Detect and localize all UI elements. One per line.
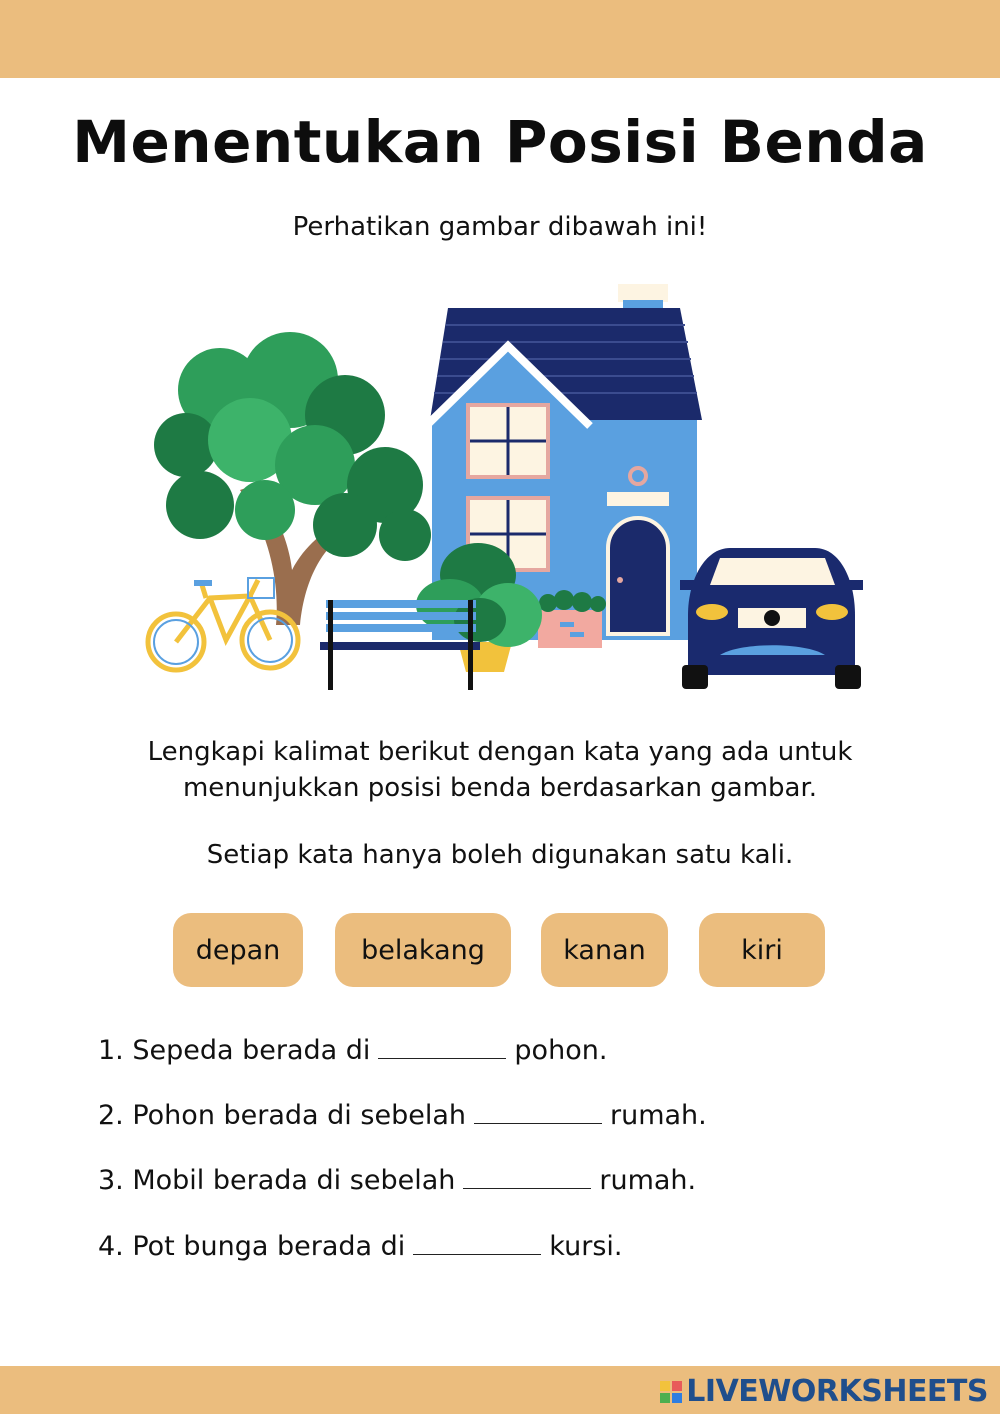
question-1-end: pohon. <box>514 1035 608 1066</box>
answer-blank-4[interactable] <box>413 1228 541 1255</box>
bench <box>320 600 480 690</box>
question-1-text: 1. Sepeda berada di <box>98 1035 371 1066</box>
word-option-belakang[interactable]: belakang <box>335 913 511 987</box>
instructions <box>100 734 900 806</box>
brand-logo <box>660 1374 988 1409</box>
bike-seat <box>194 580 212 586</box>
tree-canopy <box>154 332 431 561</box>
question-2 <box>98 1097 707 1131</box>
house-door <box>608 518 668 634</box>
question-3-end: rumah. <box>599 1165 697 1196</box>
instruction-line-1: Lengkapi kalimat berikut dengan kata yang ada untuk <box>147 737 853 767</box>
liveworksheets-icon <box>660 1381 682 1403</box>
question-1 <box>98 1032 607 1066</box>
bicycle <box>148 580 298 670</box>
word-option-kanan[interactable]: kanan <box>541 913 668 987</box>
chimney <box>618 284 668 302</box>
word-option-depan[interactable]: depan <box>173 913 303 987</box>
brand-text: LIVEWORKSHEETS <box>686 1374 988 1409</box>
car <box>680 548 863 689</box>
answer-blank-1[interactable] <box>378 1032 506 1059</box>
word-option-kiri[interactable]: kiri <box>699 913 825 987</box>
top-band <box>0 0 1000 78</box>
planter-box <box>538 610 602 648</box>
window-top <box>468 405 548 477</box>
instruction-line-2: menunjukkan posisi benda berdasarkan gambar. <box>182 773 818 803</box>
page-subtitle: Perhatikan gambar dibawah ini! <box>292 212 708 242</box>
question-4 <box>98 1228 622 1262</box>
question-2-end: rumah. <box>609 1100 707 1131</box>
door-knob <box>617 577 623 583</box>
instruction-rule: Setiap kata hanya boleh digunakan satu kali. <box>206 840 794 870</box>
door-sign <box>607 492 669 506</box>
question-2-text: 2. Pohon berada di sebelah <box>98 1100 466 1131</box>
question-4-text: 4. Pot bunga berada di <box>98 1231 406 1262</box>
question-4-end: kursi. <box>549 1231 623 1262</box>
question-3-text: 3. Mobil berada di sebelah <box>98 1165 456 1196</box>
question-3 <box>98 1162 696 1196</box>
answer-blank-3[interactable] <box>463 1162 591 1189</box>
answer-blank-2[interactable] <box>474 1097 602 1124</box>
scene-illustration <box>140 280 870 700</box>
page-title: Menentukan Posisi Benda <box>72 108 928 176</box>
